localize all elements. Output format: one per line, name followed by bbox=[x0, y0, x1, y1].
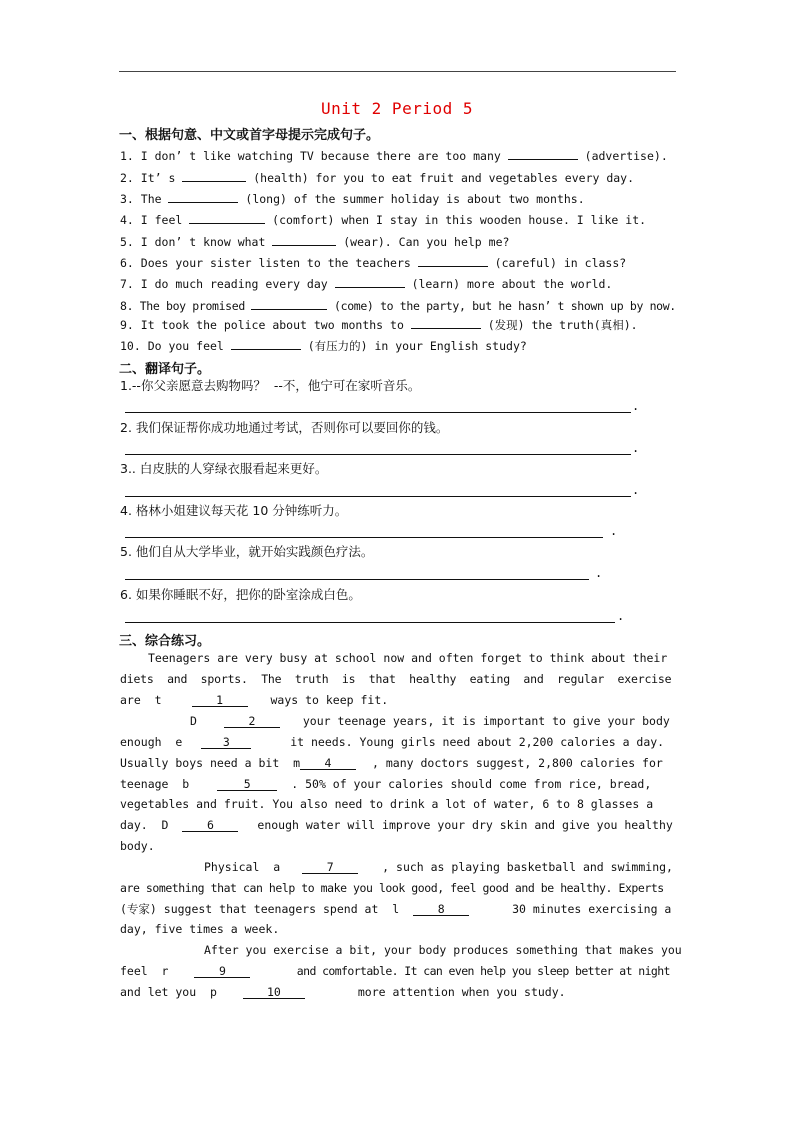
passage-line-5: enough e 3 it needs. Young girls need about 2,200 calories a day. bbox=[120, 735, 665, 749]
page-title: Unit 2 Period 5 bbox=[321, 99, 473, 118]
answer-line-5[interactable] bbox=[125, 579, 589, 580]
sentence-4: 4. I feel (comfort) when I stay in this wooden house. I like it. bbox=[120, 213, 647, 227]
gap-8[interactable]: 8 bbox=[413, 903, 469, 916]
sentence-10: 10. Do you feel (有压力的) in your English study? bbox=[120, 339, 527, 353]
gap-7[interactable]: 7 bbox=[302, 861, 358, 874]
blank-9[interactable] bbox=[411, 317, 481, 329]
gap-3[interactable]: 3 bbox=[201, 736, 251, 749]
blank-5[interactable] bbox=[272, 234, 336, 246]
passage-line-9: day. D 6 enough water will improve your dry skin and give you healthy bbox=[120, 818, 673, 832]
answer-line-1[interactable] bbox=[125, 412, 631, 413]
section3-heading: 三、综合练习。 bbox=[119, 634, 211, 649]
top-rule bbox=[119, 71, 676, 72]
passage-line-8: vegetables and fruit. You also need to drink a lot of water, 6 to 8 glasses a bbox=[120, 797, 654, 811]
blank-4[interactable] bbox=[189, 212, 265, 224]
blank-3[interactable] bbox=[168, 191, 238, 203]
answer-line-6[interactable] bbox=[125, 622, 615, 623]
gap-2[interactable]: 2 bbox=[224, 715, 280, 728]
answer-period-3: . bbox=[632, 483, 640, 497]
translate-2: 2. 我们保证帮你成功地通过考试，否则你可以要回你的钱。 bbox=[120, 420, 449, 435]
gap-1[interactable]: 1 bbox=[192, 694, 248, 707]
blank-7[interactable] bbox=[335, 276, 405, 288]
gap-6[interactable]: 6 bbox=[182, 819, 238, 832]
blank-8[interactable] bbox=[251, 298, 327, 310]
passage-line-15: After you exercise a bit, your body produces something that makes you bbox=[204, 943, 682, 957]
section2-heading: 二、翻译句子。 bbox=[119, 362, 211, 377]
passage-line-6: Usually boys need a bit m 4 , many doctors suggest, 2,800 calories for bbox=[120, 756, 663, 770]
answer-period-4: . bbox=[610, 524, 618, 538]
blank-1[interactable] bbox=[508, 148, 578, 160]
sentence-8: 8. The boy promised (come) to the party, but he hasn’ t shown up by now. bbox=[120, 299, 676, 313]
answer-period-2: . bbox=[632, 441, 640, 455]
passage-line-13: (专家) suggest that teenagers spend at l 8 30 minutes exercising a bbox=[120, 902, 672, 916]
passage-line-4: D 2 your teenage years, it is important to give your body bbox=[190, 714, 670, 728]
blank-10[interactable] bbox=[231, 338, 301, 350]
passage-line-14: day, five times a week. bbox=[120, 922, 280, 936]
passage-line-11: Physical a 7 , such as playing basketball and swimming, bbox=[204, 860, 673, 874]
answer-period-6: . bbox=[617, 609, 625, 623]
answer-line-4[interactable] bbox=[125, 537, 603, 538]
passage-line-10: body. bbox=[120, 839, 155, 853]
passage-line-2: diets and sports. The truth is that healthy eating and regular exercise bbox=[120, 672, 672, 686]
sentence-2: 2. It’ s (health) for you to eat fruit and vegetables every day. bbox=[120, 171, 635, 185]
sentence-9: 9. It took the police about two months to (发现) the truth(真相). bbox=[120, 318, 638, 332]
passage-line-17: and let you p 10 more attention when you study. bbox=[120, 985, 566, 999]
answer-line-3[interactable] bbox=[125, 496, 631, 497]
translate-3: 3.. 白皮肤的人穿绿衣服看起来更好。 bbox=[120, 461, 328, 476]
gap-10[interactable]: 10 bbox=[243, 986, 305, 999]
translate-1: 1.--你父亲愿意去购物吗？ --不，他宁可在家听音乐。 bbox=[120, 378, 421, 393]
sentence-3: 3. The (long) of the summer holiday is about two months. bbox=[120, 192, 585, 206]
sentence-7: 7. I do much reading every day (learn) more about the world. bbox=[120, 277, 613, 291]
section1-heading: 一、根据句意、中文或首字母提示完成句子。 bbox=[119, 128, 380, 143]
gap-4[interactable]: 4 bbox=[300, 757, 356, 770]
answer-line-2[interactable] bbox=[125, 454, 631, 455]
answer-period-1: . bbox=[632, 399, 640, 413]
sentence-1: 1. I don’ t like watching TV because there are too many (advertise). bbox=[120, 149, 668, 163]
sentence-5: 5. I don’ t know what (wear). Can you help me? bbox=[120, 235, 510, 249]
translate-6: 6. 如果你睡眠不好，把你的卧室涂成白色。 bbox=[120, 587, 361, 602]
translate-4: 4. 格林小姐建议每天花 10 分钟练听力。 bbox=[120, 503, 348, 518]
passage-line-7: teenage b 5 . 50% of your calories should come from rice, bread, bbox=[120, 777, 652, 791]
sentence-6: 6. Does your sister listen to the teachers (careful) in class? bbox=[120, 256, 627, 270]
passage-line-3: are t 1 ways to keep fit. bbox=[120, 693, 389, 707]
gap-9[interactable]: 9 bbox=[194, 965, 250, 978]
passage-line-12: are something that can help to make you look good, feel good and be healthy. Experts bbox=[120, 881, 664, 895]
passage-line-1: Teenagers are very busy at school now and often forget to think about their bbox=[148, 651, 668, 665]
blank-2[interactable] bbox=[182, 170, 246, 182]
gap-5[interactable]: 5 bbox=[217, 778, 277, 791]
translate-5: 5. 他们自从大学毕业，就开始实践颜色疗法。 bbox=[120, 544, 374, 559]
answer-period-5: . bbox=[595, 566, 603, 580]
blank-6[interactable] bbox=[418, 255, 488, 267]
passage-line-16: feel r 9 and comfortable. It can even help you sleep better at night bbox=[120, 964, 670, 978]
